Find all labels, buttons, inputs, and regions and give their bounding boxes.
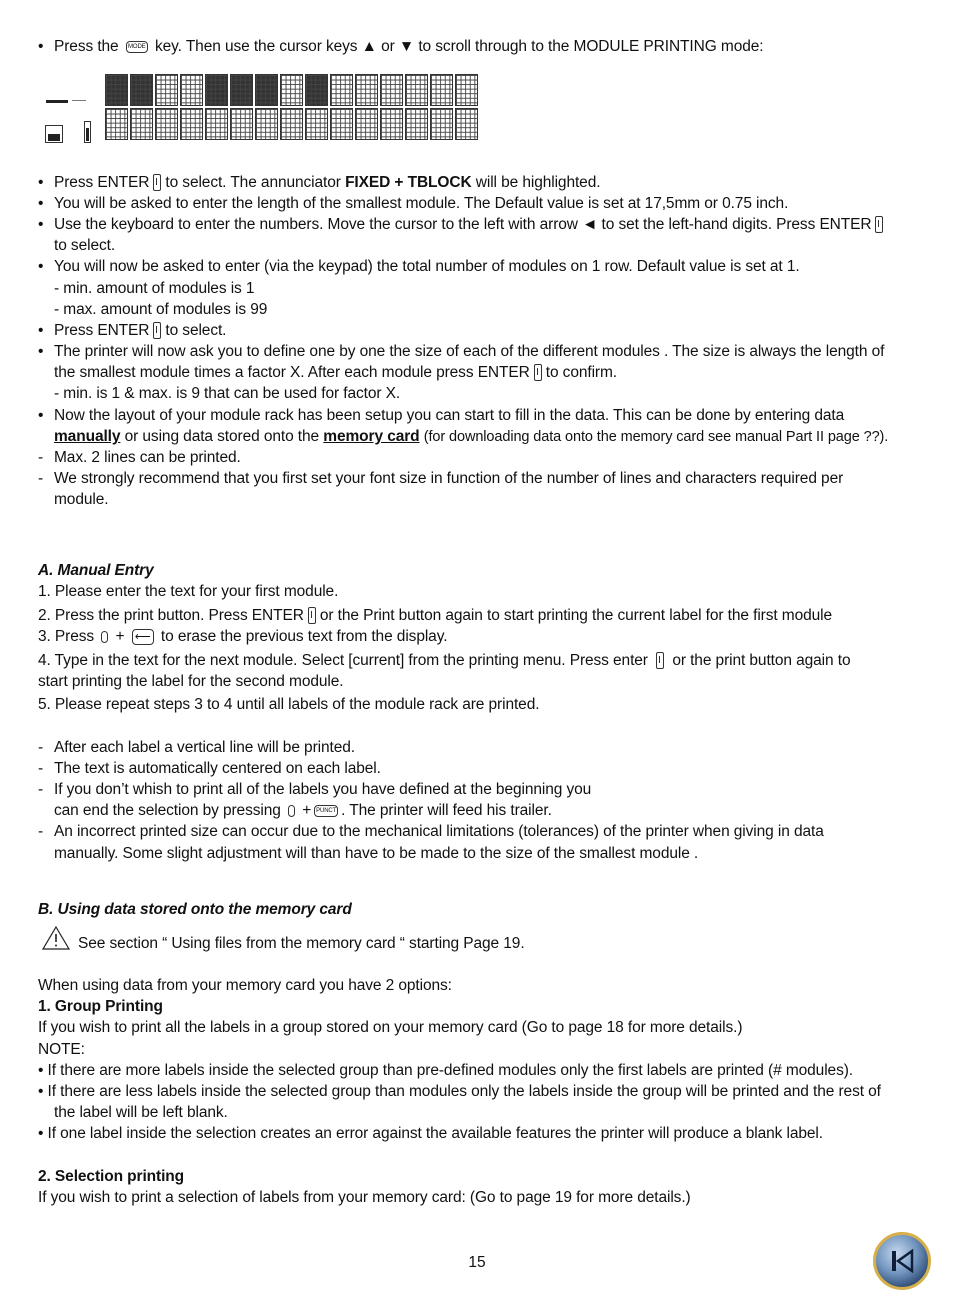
lcd-cell (380, 74, 403, 106)
note-bullet-1: • If there are more labels inside the selected group than pre-defined modules only the first labels are printed (# modules). (38, 1062, 853, 1079)
text: (for downloading data onto the memory card see manual Part II page ??). (423, 429, 889, 445)
group-printing-heading: 1. Group Printing (38, 998, 163, 1015)
lcd-cell (105, 108, 128, 140)
text: to select. The annunciator (165, 174, 341, 191)
enter-key-icon (875, 216, 883, 233)
manual-note-4: An incorrect printed size can occur due to the mechanical limitations (tolerances) of the printer when giving in data (54, 823, 824, 840)
page-number: 15 (468, 1254, 486, 1271)
enter-key-icon (656, 652, 664, 669)
step-keyboard (54, 214, 887, 235)
manual-note-2: The text is automatically centered on each label. (54, 760, 381, 777)
lcd-cell (180, 74, 203, 106)
manual-note-3-cont (54, 800, 552, 821)
step-modules-max: - max. amount of modules is 99 (54, 301, 268, 318)
manual-step-4 (38, 650, 850, 671)
lcd-cell (205, 108, 228, 140)
note-font-size: We strongly recommend that you first set your font size in function of the number of lines and characters required per (54, 470, 844, 487)
manual-step-1: 1. Please enter the text for your first module. (38, 583, 339, 600)
lcd-cell (355, 74, 378, 106)
manual-step-2 (38, 605, 832, 626)
text: can end the selection by pressing (54, 802, 281, 819)
dash: - (38, 449, 44, 466)
step-press-enter (54, 320, 226, 341)
text: to confirm. (545, 364, 617, 381)
lcd-cell (130, 74, 153, 106)
lcd-cell (105, 74, 128, 106)
text: Use the keyboard to enter the numbers. Move the cursor to the left with arrow ◄ to set the left-hand digits. Press ENTER (54, 216, 872, 233)
shift-key-icon (288, 805, 295, 817)
text: or using data stored onto the (124, 428, 320, 445)
lcd-cell (405, 108, 428, 140)
manual-note-4-cont: manually. Some slight adjustment will than have to be made to the size of the smallest module . (54, 845, 699, 862)
backspace-key-icon: ⟵ (132, 629, 154, 645)
lcd-character-grid (105, 74, 478, 140)
text: Press ENTER (54, 174, 150, 191)
lcd-cell (330, 74, 353, 106)
lcd-cell (255, 74, 278, 106)
lcd-cell (255, 108, 278, 140)
step-define-size-cont (54, 362, 617, 383)
lcd-cell (280, 74, 303, 106)
step-select-enter (54, 172, 600, 193)
text: Press the (54, 38, 119, 55)
lcd-indicator-bar-small (72, 100, 86, 101)
back-nav-icon (887, 1246, 917, 1276)
lcd-cell (155, 74, 178, 106)
lcd-font-icon (45, 125, 63, 143)
step-factor-range: - min. is 1 & max. is 9 that can be used for factor X. (54, 385, 401, 402)
lcd-cell (455, 108, 478, 140)
lcd-cell (180, 108, 203, 140)
text: 4. Type in the text for the next module. Select [current] from the printing menu. Press enter (38, 652, 648, 669)
note-max-lines: Max. 2 lines can be printed. (54, 449, 241, 466)
dash: - (38, 781, 44, 798)
mode-key-icon: MODE (126, 41, 148, 53)
selection-printing-text: If you wish to print a selection of labels from your memory card: (Go to page 19 for more details.) (38, 1189, 691, 1206)
text: or the print button again to (672, 652, 851, 669)
lcd-cell (305, 74, 328, 106)
enter-key-icon (153, 322, 161, 339)
lcd-cell (155, 108, 178, 140)
warning-icon (42, 926, 70, 950)
shift-key-icon (101, 631, 108, 643)
lcd-cell (205, 74, 228, 106)
text: 2. Press the print button. Press ENTER (38, 607, 304, 624)
note-bullet-3: • If one label inside the selection creates an error against the available features the printer will produce a blank label. (38, 1125, 823, 1142)
lcd-cell (230, 108, 253, 140)
lcd-indicator-bar (46, 100, 68, 103)
dash: - (38, 470, 44, 487)
step-define-size: The printer will now ask you to define one by one the size of each of the different modules . The size is always the length of (54, 343, 885, 360)
note-bullet-2-cont: the label will be left blank. (54, 1104, 228, 1121)
manual-step-5: 5. Please repeat steps 3 to 4 until all labels of the module rack are printed. (38, 696, 540, 713)
lcd-cell (405, 74, 428, 106)
plus-sign: + (302, 802, 312, 819)
lcd-cell (305, 108, 328, 140)
manual-step-3 (38, 626, 447, 647)
lcd-cell (330, 108, 353, 140)
selection-printing-heading: 2. Selection printing (38, 1168, 185, 1185)
bullet: • (38, 174, 44, 191)
see-section: See section “ Using files from the memory card “ starting Page 19. (78, 935, 525, 952)
step-length: You will be asked to enter the length of the smallest module. The Default value is set at 17,5mm or 0.75 inch. (54, 195, 789, 212)
text: key. Then use the cursor keys ▲ or ▼ to scroll through to the MODULE PRINTING mode: (155, 38, 764, 55)
lcd-cell (130, 108, 153, 140)
memory-card-link: memory card (323, 428, 420, 445)
intro-line (54, 36, 763, 57)
text: the smallest module times a factor X. After each module press ENTER (54, 364, 530, 381)
manual-note-1: After each label a vertical line will be printed. (54, 739, 355, 756)
group-printing-text: If you wish to print all the labels in a group stored on your memory card (Go to page 18 for more details.) (38, 1019, 743, 1036)
text: or the Print button again to start printing the current label for the first module (319, 607, 833, 624)
bullet: • (38, 322, 44, 339)
lcd-cell (355, 108, 378, 140)
step-keyboard-cont: to select. (54, 237, 116, 254)
step-fill-data-cont (54, 426, 888, 448)
step-modules-min: - min. amount of modules is 1 (54, 280, 255, 297)
note-label: NOTE: (38, 1041, 85, 1058)
lcd-cell (380, 108, 403, 140)
lcd-cell (455, 74, 478, 106)
step-modules: You will now be asked to enter (via the keypad) the total number of modules on 1 row. Default value is set at 1. (54, 258, 800, 275)
text: Press ENTER (54, 322, 150, 339)
lcd-cell (280, 108, 303, 140)
dash: - (38, 760, 44, 777)
enter-key-icon (153, 174, 161, 191)
bullet: • (38, 216, 44, 233)
section-heading-memory: B. Using data stored onto the memory card (38, 901, 352, 918)
note-bullet-2: • If there are less labels inside the selected group than modules only the labels inside the group will be printed and the rest of (38, 1083, 881, 1100)
bullet: • (38, 258, 44, 275)
text: to erase the previous text from the display. (160, 628, 448, 645)
back-nav-button[interactable] (873, 1232, 931, 1290)
bullet: • (38, 195, 44, 212)
step-fill-data: Now the layout of your module rack has been setup you can start to fill in the data. This can be done by entering data (54, 407, 845, 424)
text: to select. (165, 322, 227, 339)
lcd-cell (430, 74, 453, 106)
lcd-cell (430, 108, 453, 140)
dash: - (38, 823, 44, 840)
dash: - (38, 739, 44, 756)
manual-note-3: If you don’t whish to print all of the labels you have defined at the beginning you (54, 781, 592, 798)
enter-key-icon (534, 364, 542, 381)
bullet: • (38, 38, 44, 55)
plus-sign: + (115, 628, 125, 645)
enter-key-icon (308, 607, 316, 624)
annunciator-label: FIXED + TBLOCK (345, 174, 472, 191)
manual-step-4-cont: start printing the label for the second module. (38, 673, 344, 690)
punct-key-icon: PUNCT (314, 805, 338, 817)
memory-options: When using data from your memory card you have 2 options: (38, 977, 452, 994)
note-font-size-cont: module. (54, 491, 109, 508)
section-heading-manual: A. Manual Entry (38, 562, 154, 579)
battery-icon (84, 121, 91, 143)
text: . The printer will feed his trailer. (341, 802, 552, 819)
bullet: • (38, 343, 44, 360)
text: 3. Press (38, 628, 95, 645)
bullet: • (38, 407, 44, 424)
lcd-cell (230, 74, 253, 106)
text: will be highlighted. (475, 174, 601, 191)
manually-link: manually (54, 428, 121, 445)
